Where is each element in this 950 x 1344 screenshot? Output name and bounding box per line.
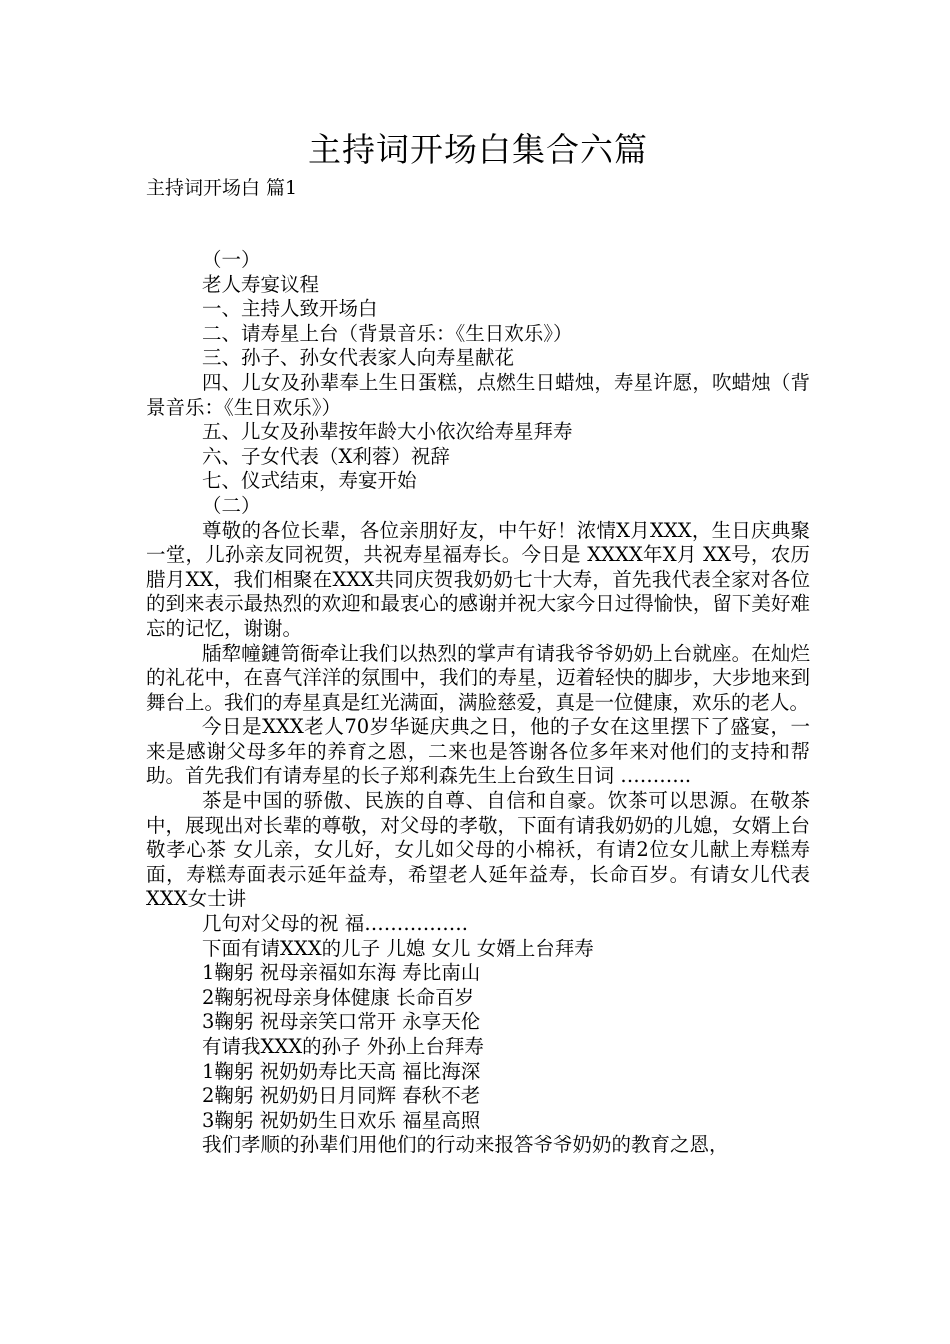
paragraph: 老人寿宴议程 [202, 272, 320, 296]
paragraph: 1鞠躬 祝母亲福如东海 寿比南山 [202, 961, 481, 985]
section-heading: 主持词开场白 篇1 [146, 177, 298, 199]
paragraph: 3鞠躬 祝奶奶生日欢乐 福星高照 [202, 1108, 481, 1132]
paragraph: 五、儿女及孙辈按年龄大小依次给寿星拜寿 [202, 420, 573, 444]
paragraph: 几句对父母的祝 福……………. [202, 912, 468, 936]
paragraph: 三、孙子、孙女代表家人向寿星献花 [202, 346, 515, 370]
paragraph: 2鞠躬祝母亲身体健康 长命百岁 [202, 985, 475, 1009]
document-title: 主持词开场白集合六篇 [308, 130, 648, 169]
paragraph: 我们孝顺的孙辈们用他们的行动来报答爷爷奶奶的教育之恩， [202, 1133, 729, 1157]
paragraph: 尊敬的各位长辈，各位亲朋好友，中午好！浓情X月XXX，生日庆典聚一堂，儿孙亲友同祝贺，共祝寿星福寿长。今日是 XXXX年X月 XX号，农历腊月XX，我们相聚在XXX共同庆贺我奶奶七十大寿，首先我代表全家对各位的到来表示最热烈的欢迎和最衷心的感谢并祝大家今日过得愉快，留下美好难忘的记忆，谢谢。 [146, 518, 810, 640]
paragraph: 1鞠躬 祝奶奶寿比天高 福比海深 [202, 1059, 481, 1083]
paragraph: 六、子女代表（X利蓉）祝辞 [202, 444, 450, 468]
paragraph: 四、儿女及孙辈奉上生日蛋糕，点燃生日蜡烛，寿星许愿，吹蜡烛（背景音乐：《生日欢乐》） [146, 370, 810, 419]
paragraph: （一） [202, 248, 261, 271]
paragraph: 3鞠躬 祝母亲笑口常开 永享天伦 [202, 1010, 481, 1034]
paragraph: （二） [202, 493, 261, 517]
paragraph: 牐犂幢鏈笥衙牵让我们以热烈的掌声有请我爷爷奶奶上台就座。在灿烂的礼花中，在喜气洋洋的氛围中，我们的寿星，迈着轻快的脚步，大步地来到舞台上。我们的寿星真是红光满面，满脸慈爱，真是一位健康，欢乐的老人。 [146, 641, 810, 714]
paragraph: 下面有请XXX的儿子 儿媳 女儿 女婿上台拜寿 [202, 936, 594, 960]
document-body [146, 248, 810, 1158]
paragraph: 二、请寿星上台（背景音乐：《生日欢乐》） [202, 321, 573, 345]
paragraph: 有请我XXX的孙子 外孙上台拜寿 [202, 1035, 484, 1058]
paragraph: 一、主持人致开场白 [202, 297, 378, 321]
paragraph: 今日是XXX老人70岁华诞庆典之日，他的子女在这里摆下了盛宴，一来是感谢父母多年的养育之恩，二来也是答谢各位多年来对他们的支持和帮助。首先我们有请寿星的长子郑利森先生上台致生日词 ……….. [146, 715, 810, 788]
paragraph: 2鞠躬 祝奶奶日月同辉 春秋不老 [202, 1084, 481, 1108]
paragraph: 茶是中国的骄傲、民族的自尊、自信和自豪。饮茶可以思源。在敬茶中，展现出对长辈的尊敬，对父母的孝敬，下面有请我奶奶的儿媳，女婿上台敬孝心茶 女儿亲，女儿好，女儿如父母的小棉袄，有请2位女儿献上寿糕寿面，寿糕寿面表示延年益寿，希望老人延年益寿，长命百岁。有请女儿代表XXX女士讲 [146, 789, 810, 911]
paragraph: 七、仪式结束，寿宴开始 [202, 469, 417, 493]
